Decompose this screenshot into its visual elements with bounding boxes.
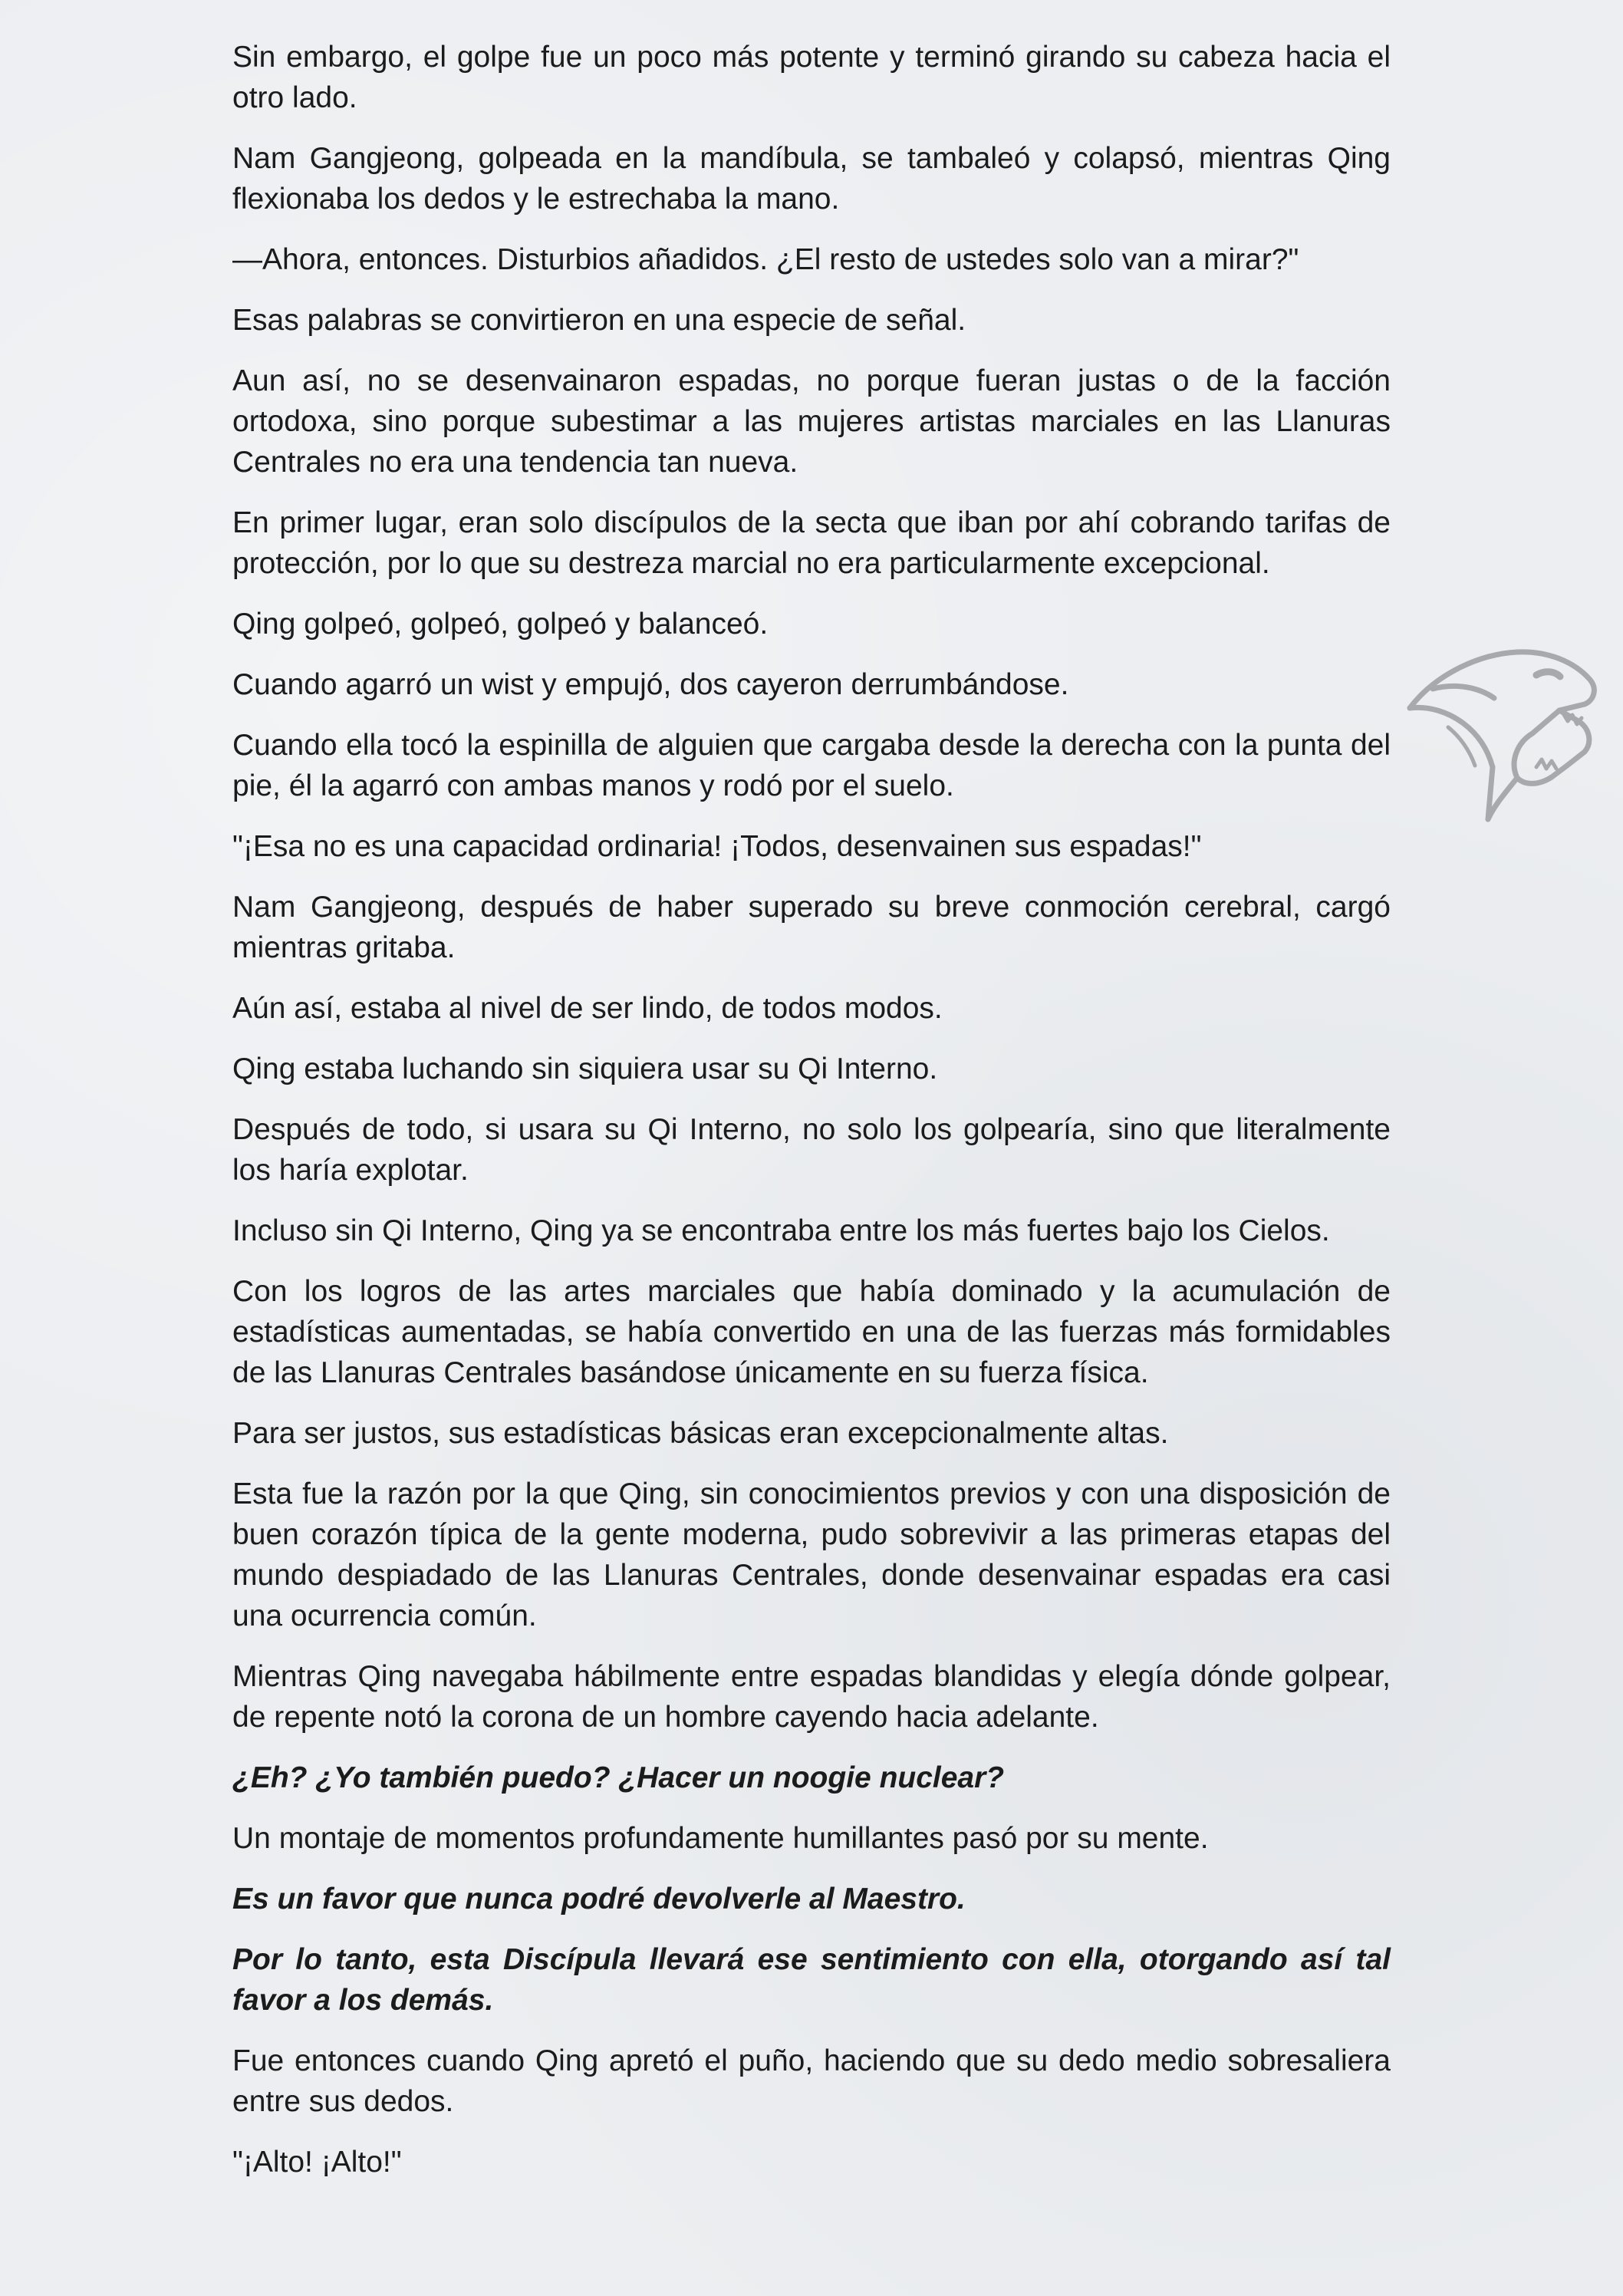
document-body [232, 37, 1391, 2202]
paragraph: Cuando agarró un wist y empujó, dos cayeron derrumbándose. [232, 668, 1069, 701]
dinosaur-head-icon [1402, 635, 1603, 827]
paragraph: Esta fue la razón por la que Qing, sin conocimientos previos y con una disposición de buen corazón típica de la gente moderna, pudo sobrevivir a las primeras etapas del mundo despiadado de las Llanuras Centrales, donde desenvainar espadas era casi una ocurrencia común. [232, 1477, 1391, 1632]
paragraph: Aun así, no se desenvainaron espadas, no porque fueran justas o de la facción ortodoxa, sino porque subestimar a las mujeres artistas marciales en las Llanuras Centrales no era una tendencia tan nueva. [232, 364, 1391, 479]
paragraph: Para ser justos, sus estadísticas básicas eran excepcionalmente altas. [232, 1417, 1169, 1450]
paragraph: Nam Gangjeong, después de haber superado su breve conmoción cerebral, cargó mientras gritaba. [232, 891, 1391, 964]
paragraph: Después de todo, si usara su Qi Interno, no solo los golpearía, sino que literalmente los haría explotar. [232, 1113, 1391, 1187]
paragraph: Sin embargo, el golpe fue un poco más potente y terminó girando su cabeza hacia el otro lado. [232, 41, 1391, 114]
paragraph: Qing estaba luchando sin siquiera usar su Qi Interno. [232, 1052, 938, 1085]
thought-paragraph: Es un favor que nunca podré devolverle al Maestro. [232, 1883, 966, 1916]
paragraph: Un montaje de momentos profundamente humillantes pasó por su mente. [232, 1822, 1209, 1855]
thought-paragraph: ¿Eh? ¿Yo también puedo? ¿Hacer un noogie nuclear? [232, 1761, 1005, 1794]
paragraph: Cuando ella tocó la espinilla de alguien que cargaba desde la derecha con la punta del pie, él la agarró con ambas manos y rodó por el suelo. [232, 729, 1391, 802]
paragraph: —Ahora, entonces. Disturbios añadidos. ¿El resto de ustedes solo van a mirar?" [232, 243, 1299, 276]
paragraph: Qing golpeó, golpeó, golpeó y balanceó. [232, 608, 769, 641]
paragraph: Con los logros de las artes marciales que había dominado y la acumulación de estadísticas aumentadas, se había convertido en una de las fuerzas más formidables de las Llanuras Centrales basándose únicamente en su fuerza física. [232, 1275, 1391, 1389]
paragraph: Nam Gangjeong, golpeada en la mandíbula, se tambaleó y colapsó, mientras Qing flexionaba los dedos y le estrechaba la mano. [232, 142, 1391, 216]
paragraph: "¡Esa no es una capacidad ordinaria! ¡Todos, desenvainen sus espadas!" [232, 830, 1202, 863]
paragraph: Esas palabras se convirtieron en una especie de señal. [232, 304, 966, 337]
paragraph: En primer lugar, eran solo discípulos de la secta que iban por ahí cobrando tarifas de protección, por lo que su destreza marcial no era particularmente excepcional. [232, 506, 1391, 580]
paragraph: Aún así, estaba al nivel de ser lindo, de todos modos. [232, 992, 943, 1025]
thought-paragraph: Por lo tanto, esta Discípula llevará ese sentimiento con ella, otorgando así tal favor a los demás. [232, 1943, 1391, 2017]
paragraph: Incluso sin Qi Interno, Qing ya se encontraba entre los más fuertes bajo los Cielos. [232, 1214, 1330, 1247]
paragraph: Fue entonces cuando Qing apretó el puño, haciendo que su dedo medio sobresaliera entre sus dedos. [232, 2044, 1391, 2118]
paragraph: Mientras Qing navegaba hábilmente entre espadas blandidas y elegía dónde golpear, de repente notó la corona de un hombre cayendo hacia adelante. [232, 1660, 1391, 1734]
paragraph: "¡Alto! ¡Alto!" [232, 2146, 402, 2179]
